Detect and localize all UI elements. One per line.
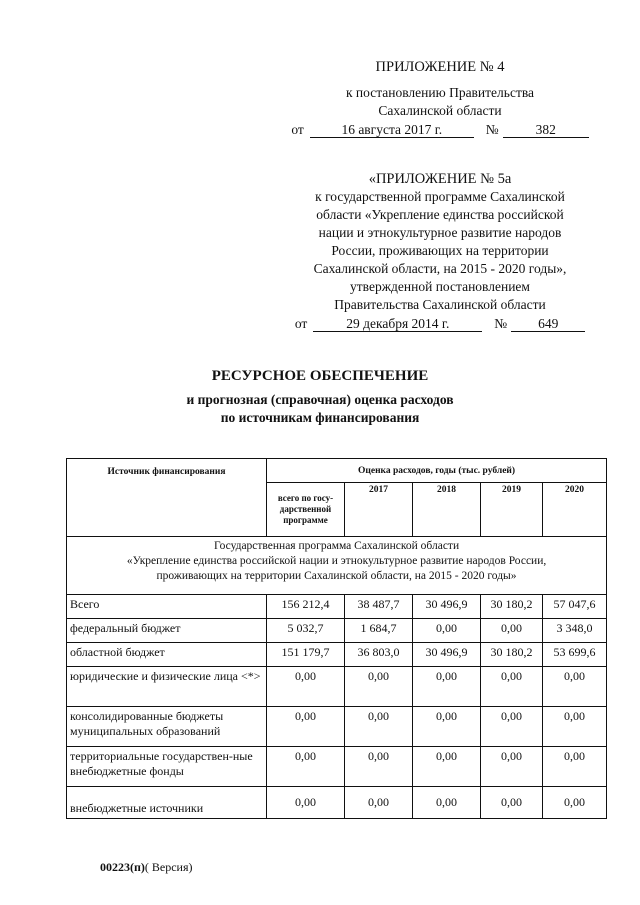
row-label: областной бюджет: [67, 643, 267, 667]
cell-value: 38 487,7: [345, 595, 413, 619]
table-row: [67, 595, 607, 619]
program-title: [67, 537, 607, 595]
table-header-row: [67, 459, 607, 483]
appendix-5a-from-label: от: [294, 316, 308, 331]
document-version: ( Версия): [144, 860, 193, 874]
appendix-4-line2: Сахалинской области: [378, 103, 502, 118]
cell-value: 0,00: [481, 619, 543, 643]
row-label: Всего: [67, 595, 267, 619]
cell-value: 53 699,6: [543, 643, 607, 667]
header-total: всего по госу-дарственной программе: [267, 483, 345, 537]
appendix-5a-block: [280, 170, 600, 332]
cell-value: 0,00: [345, 707, 413, 747]
appendix-4-date-row: [280, 120, 600, 138]
appendix-5a-line: утвержденной постановлением: [350, 279, 530, 294]
document-code-number: 00223(п): [100, 860, 145, 874]
resource-table: [66, 458, 607, 819]
row-label: юридические и физические лица <*>: [67, 667, 267, 707]
cell-value: 3 348,0: [543, 619, 607, 643]
row-label: внебюджетные источники: [67, 787, 267, 819]
cell-value: 0,00: [413, 747, 481, 787]
appendix-5a-line: России, проживающих на территории: [331, 243, 549, 258]
program-title-line: «Укрепление единства российской нации и этнокультурное развитие народов России,: [126, 555, 547, 567]
cell-value: 0,00: [481, 747, 543, 787]
appendix-5a-line: области «Укрепление единства российской: [316, 207, 564, 222]
cell-value: 0,00: [413, 707, 481, 747]
cell-value: 30 496,9: [413, 595, 481, 619]
appendix-5a-line: Сахалинской области, на 2015 - 2020 годы»,: [313, 261, 567, 276]
table-row: [67, 747, 607, 787]
header-year: 2018: [413, 483, 481, 537]
page-subtitle-1: и прогнозная (справочная) оценка расходов: [186, 392, 454, 407]
cell-total: 0,00: [267, 707, 345, 747]
cell-total: 0,00: [267, 787, 345, 819]
cell-value: 0,00: [543, 667, 607, 707]
appendix-5a-title: «ПРИЛОЖЕНИЕ № 5а: [368, 171, 512, 187]
cell-value: 0,00: [481, 667, 543, 707]
cell-value: 30 496,9: [413, 643, 481, 667]
cell-value: 0,00: [543, 747, 607, 787]
appendix-4-from-label: от: [291, 122, 304, 137]
page-subtitle-2: по источникам финансирования: [220, 410, 420, 425]
appendix-5a-date-row: [280, 314, 600, 332]
header-year: 2017: [345, 483, 413, 537]
appendix-5a-no-label: №: [494, 316, 508, 331]
appendix-4-no-label: №: [485, 122, 499, 137]
cell-value: 0,00: [345, 667, 413, 707]
cell-total: 0,00: [267, 747, 345, 787]
cell-total: 151 179,7: [267, 643, 345, 667]
cell-total: 5 032,7: [267, 619, 345, 643]
appendix-4-line1: к постановлению Правительства: [345, 85, 535, 100]
cell-value: 0,00: [413, 787, 481, 819]
appendix-4-date: 16 августа 2017 г.: [310, 122, 474, 138]
header-year: 2020: [543, 483, 607, 537]
program-title-line: Государственная программа Сахалинской области: [213, 540, 460, 552]
cell-value: 30 180,2: [481, 595, 543, 619]
appendix-5a-line: к государственной программе Сахалинской: [315, 189, 565, 204]
cell-value: 0,00: [413, 619, 481, 643]
appendix-4-title: ПРИЛОЖЕНИЕ № 4: [375, 59, 505, 75]
appendix-5a-line: нации и этнокультурное развитие народов: [318, 225, 562, 240]
table-row: [67, 619, 607, 643]
table-row: [67, 667, 607, 707]
appendix-5a-line: Правительства Сахалинской области: [334, 297, 546, 312]
header-source: Источник финансирования: [67, 459, 267, 537]
cell-value: 0,00: [345, 747, 413, 787]
cell-total: 0,00: [267, 667, 345, 707]
cell-value: 0,00: [345, 787, 413, 819]
cell-value: 1 684,7: [345, 619, 413, 643]
cell-value: 0,00: [413, 667, 481, 707]
header-year: 2019: [481, 483, 543, 537]
program-row: [67, 537, 607, 595]
cell-value: 30 180,2: [481, 643, 543, 667]
cell-value: 0,00: [481, 707, 543, 747]
cell-value: 0,00: [543, 707, 607, 747]
cell-value: 0,00: [481, 787, 543, 819]
cell-value: 0,00: [543, 787, 607, 819]
appendix-5a-number: 649: [511, 316, 585, 332]
appendix-4-number: 382: [503, 122, 589, 138]
table-row: [67, 707, 607, 747]
table-row: [67, 787, 607, 819]
document-code: [100, 860, 193, 875]
program-title-line: проживающих на территории Сахалинской области, на 2015 - 2020 годы»: [156, 570, 517, 582]
appendix-4-block: [280, 58, 600, 138]
cell-value: 57 047,6: [543, 595, 607, 619]
cell-value: 36 803,0: [345, 643, 413, 667]
row-label: консолидированные бюджеты муниципальных образований: [67, 707, 267, 747]
appendix-5a-date: 29 декабря 2014 г.: [313, 316, 482, 332]
cell-total: 156 212,4: [267, 595, 345, 619]
row-label: федеральный бюджет: [67, 619, 267, 643]
page-title: РЕСУРСНОЕ ОБЕСПЕЧЕНИЕ: [211, 368, 429, 384]
row-label: территориальные государствен-ные внебюджетные фонды: [67, 747, 267, 787]
table-row: [67, 643, 607, 667]
header-estimate: Оценка расходов, годы (тыс. рублей): [267, 459, 607, 483]
